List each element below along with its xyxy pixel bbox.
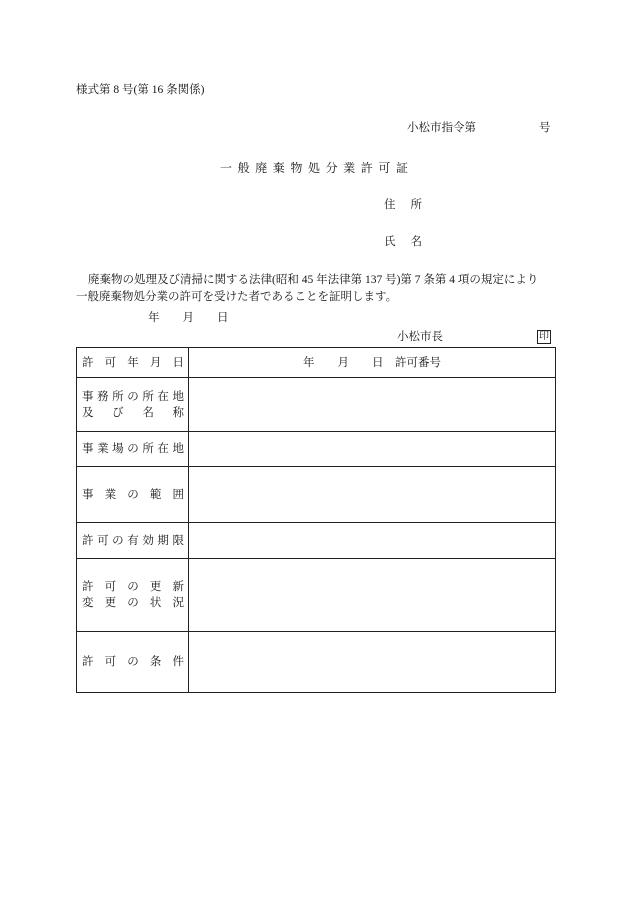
label-char: 可 <box>104 356 117 369</box>
label-char: の <box>112 534 124 547</box>
label-char: 条 <box>149 656 162 668</box>
table-row-permit-date <box>77 348 555 377</box>
label-char: 許 <box>82 534 94 547</box>
label-char: 変 <box>82 597 94 609</box>
table-row-renewal-changes <box>77 558 555 631</box>
label-char: の <box>127 581 139 593</box>
label-char: 更 <box>149 581 162 593</box>
label-char: 許 <box>82 656 94 668</box>
label-char: 囲 <box>172 488 184 501</box>
label-char: 可 <box>97 534 109 547</box>
form-number: 様式第 8 号(第 16 条関係) <box>76 84 205 96</box>
row-label <box>77 523 189 558</box>
label-char: 称 <box>172 406 184 419</box>
label-char: 地 <box>172 443 184 455</box>
statement-line-2: 一般廃棄物処分業の許可を受けた者であることを証明します。 <box>76 291 398 303</box>
label-char: 状 <box>149 597 162 609</box>
label-char: 名 <box>410 236 422 248</box>
label-line <box>82 580 184 594</box>
label-char: 可 <box>104 656 117 668</box>
label-char: 効 <box>142 534 154 547</box>
name-label <box>384 235 422 249</box>
label-char: 分 <box>325 161 338 175</box>
label-line <box>82 442 184 456</box>
label-char: 住 <box>384 199 396 211</box>
label-char: 処 <box>307 161 320 175</box>
statement-line-1: 廃棄物の処理及び清掃に関する法律(昭和 45 年法律第 137 号)第 7 条第 4 項の規定により <box>88 274 539 286</box>
directive-number-prefix: 小松市指令第 <box>407 122 476 134</box>
label-char: 廃 <box>255 161 268 175</box>
label-char: 事 <box>82 390 94 403</box>
label-char: 新 <box>172 581 184 593</box>
label-char: の <box>127 488 139 501</box>
label-char: 証 <box>395 161 408 175</box>
label-char: 氏 <box>384 236 396 248</box>
label-line <box>82 596 184 610</box>
label-char: の <box>127 390 139 403</box>
row-value <box>189 559 555 631</box>
document-title <box>220 161 408 175</box>
label-char: 般 <box>237 161 250 175</box>
label-char: の <box>127 443 139 455</box>
permit-date-and-number: 年 月 日 許可番号 <box>303 356 441 369</box>
seal-mark: 印 <box>539 331 549 342</box>
row-label <box>77 378 189 431</box>
label-char: 況 <box>172 597 184 609</box>
label-line <box>82 534 184 548</box>
address-label <box>384 198 422 212</box>
label-line <box>82 406 184 420</box>
row-label <box>77 348 189 377</box>
row-value <box>189 523 555 558</box>
label-char: 在 <box>157 390 169 403</box>
label-char: 一 <box>220 161 233 175</box>
row-value <box>189 378 555 431</box>
label-char: 日 <box>172 356 184 369</box>
row-label <box>77 467 189 522</box>
label-line <box>82 488 184 502</box>
label-char: 務 <box>97 390 109 403</box>
label-char: 限 <box>172 534 184 547</box>
label-char: 所 <box>112 390 124 403</box>
label-char: 物 <box>290 161 303 175</box>
label-char: 業 <box>97 443 109 455</box>
issue-date: 年 月 日 <box>148 312 229 324</box>
label-char: 年 <box>127 356 139 369</box>
label-char: 業 <box>343 161 356 175</box>
row-label <box>77 559 189 631</box>
label-char: 棄 <box>272 161 285 175</box>
label-char: 名 <box>142 406 154 419</box>
row-value <box>189 432 555 466</box>
label-char: 範 <box>149 488 162 501</box>
label-char: 更 <box>104 597 117 609</box>
label-char: 所 <box>142 390 154 403</box>
table-row-site-location <box>77 431 555 466</box>
label-char: 業 <box>104 488 117 501</box>
label-line <box>82 655 184 669</box>
permit-details-table <box>76 347 556 693</box>
table-row-validity-period <box>77 522 555 558</box>
label-char: 件 <box>172 656 184 668</box>
label-char: 所 <box>142 443 154 455</box>
label-char: 許 <box>360 161 373 175</box>
label-char: 事 <box>82 443 94 455</box>
label-char: び <box>112 406 124 419</box>
row-label <box>77 632 189 692</box>
label-char: 所 <box>410 199 422 211</box>
row-label <box>77 432 189 466</box>
label-char: 場 <box>112 443 124 455</box>
table-row-conditions <box>77 631 555 692</box>
issuer-name: 小松市長 <box>397 331 443 343</box>
certification-statement <box>76 272 538 306</box>
label-char: 在 <box>157 443 169 455</box>
label-char: 地 <box>172 390 184 403</box>
label-char: 可 <box>104 581 117 593</box>
label-line <box>82 390 184 404</box>
directive-number-suffix: 号 <box>539 122 551 134</box>
label-char: 及 <box>82 406 94 419</box>
row-value <box>189 632 555 692</box>
table-row-business-scope <box>77 466 555 522</box>
table-row-office-location <box>77 377 555 431</box>
row-value <box>189 467 555 522</box>
label-char: 許 <box>82 581 94 593</box>
label-char: の <box>127 656 139 668</box>
label-char: 事 <box>82 488 94 501</box>
label-char: 期 <box>157 534 169 547</box>
label-char: 可 <box>378 161 391 175</box>
label-char: の <box>127 597 139 609</box>
label-line <box>82 356 184 370</box>
label-char: 有 <box>127 534 139 547</box>
label-char: 月 <box>149 356 162 369</box>
label-char: 許 <box>82 356 94 369</box>
